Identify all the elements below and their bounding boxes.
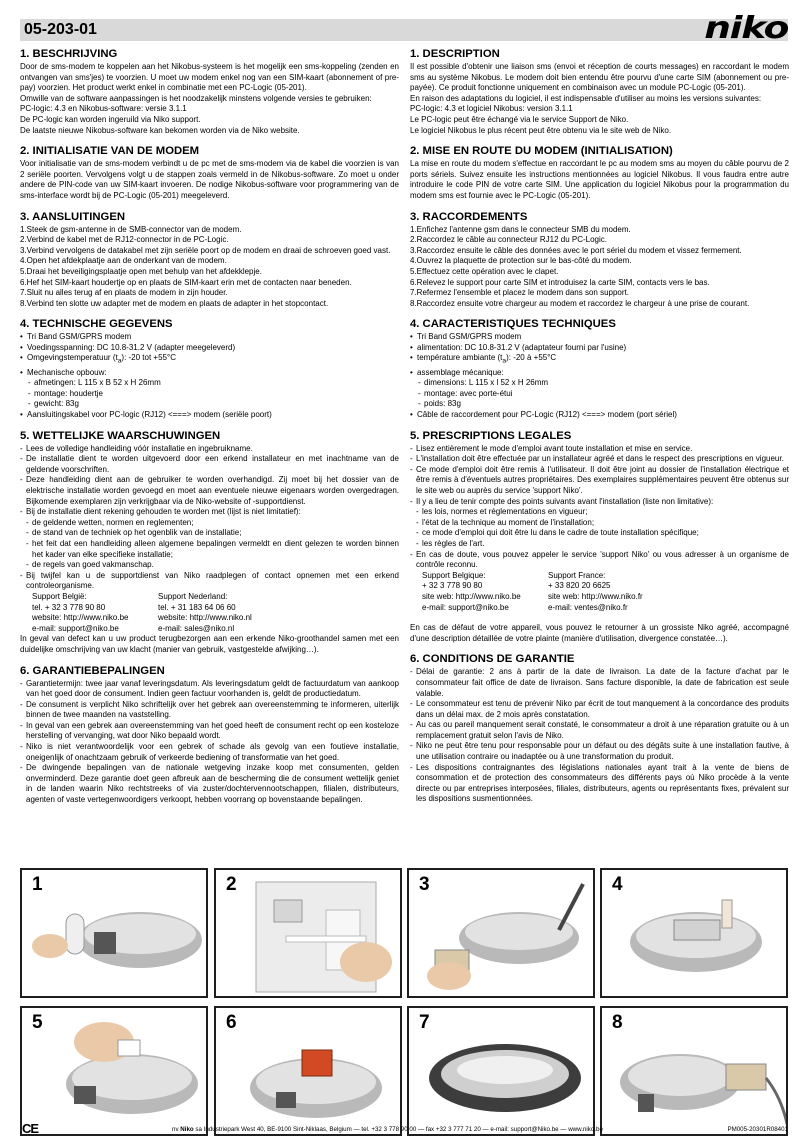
- nl-connections: [20, 211, 399, 310]
- modem-antenna-illustration: [22, 870, 208, 998]
- photo-step-8: 8: [600, 1006, 788, 1136]
- step: 8.Raccordez ensuite votre chargeur au modem et raccordez le chargeur à une prise de courant.: [410, 298, 750, 308]
- section-title: 2. INITIALISATIE VAN DE MODEM: [20, 145, 200, 158]
- step: 4.Ouvrez la plaquette de protection sur le bas-côté du modem.: [410, 256, 632, 266]
- nl-warranty: 6. GARANTIEBEPALINGEN - Garantietermijn: twee jaar vanaf leveringsdatum. Als leveringsdatum geldt de factuurdatum van aankoop van het goed door de consument. Indien geen factuur voorhanden is, geldt de productiedatum. - De consument is verplicht Niko schriftelijk over het gebrek aan overeenstemming te informeren, uiterlijk binnen de twee maanden na vaststelling. - In geval van een gebrek aan overeenstemming van het goed heeft de consument recht op een kosteloze herstelling of vervanging, wat door Niko bepaald wordt. - Niko is niet verantwoordelijk voor een gebrek of schade als gevolg van een foutieve installatie, oneigenlijk of onachtzaam gebruik of verkeerde bediening of transformatie van het goed. - De dwingende bepalingen van de nationale wetgeving inzake koop met consumenten, gelden onverminderd. Deze garantie doet geen afbreuk aan de bescherming die de consument wettelijk geniet in de landen waarin Niko rechtstreeks of via zuster/dochtervennootschappen, filialen, distributeurs, agenten of vaste vertegenwoordigers verkoopt, hebben voorrang op bovenstaande bepalingen.: [20, 665, 399, 806]
- step: 1.Enfichez l'antenne gsm dans le connecteur SMB du modem.: [410, 224, 631, 234]
- step: 6.Relevez le support pour carte SIM et introduisez la carte SIM, contacts vers le bas.: [410, 277, 710, 287]
- holder-illustration: [409, 1008, 595, 1136]
- fr-description: 1. DESCRIPTION Il est possible d'obtenir une liaison sms (envoi et réception de courts messages) en raccordant le modem sms au système Nikobus. Le modem doit bien entendu être pourvu d'une carte SIM (abonnement ou pre-payée). Ce produit fonctionne uniquement en combinaison avec un module PC-Logic (05-201). En raison des adaptations du logiciel, il est indispensable d'utiliser au moins les versions suivantes: PC-logic: 4.3 et logiciel Nikobus: version 3.1.1 Le PC-logic peut être échangé via le service Support de Niko. Le logiciel Nikobus le plus récent peut être obtenu via le site web de Niko.: [410, 48, 789, 135]
- adapter-illustration: [602, 1008, 788, 1136]
- step: 2.Verbind de kabel met de RJ12-connector in de PC-Logic.: [20, 235, 229, 245]
- section-title: 5. PRESCRIPTIONS LEGALES: [410, 429, 572, 442]
- fr-warranty: 6. CONDITIONS DE GARANTIE - Délai de garantie: 2 ans à partir de la date de livraison. La date de la facture d'achat par le consommateur fait office de date de livraison. Sans facture disponible, la date de fabrication est seule valable. - Le consommateur est tenu de prévenir Niko par écrit de tout manquement à la concordance des produits dans un délai max. de 2 mois après constatation. - Au cas ou pareil manquement serait constaté, le consommateur a droit à une réparation gratuite ou à un remplacement gratuit selon l'avis de Niko. - Niko ne peut être tenu pour responsable pour un défaut ou des dégâts suite à une installation fautive, à une utilisation contraire ou inadaptée ou à une transformation du produit. - Les dispositions contraignantes des législations nationales ayant trait à la vente de biens de consommation et de protection des consommateurs des différents pays où Niko procède à la vente directe ou par entreprises interposées, filiales, distributeurs, agents ou représentants fixes, prévalent sur les dispositions susmentionnées.: [410, 653, 789, 805]
- step: 3.Verbind vervolgens de datakabel met zijn seriële poort op de modem en draai de schroeven goed vast.: [20, 245, 391, 255]
- section-title: 5. WETTELIJKE WAARSCHUWINGEN: [20, 429, 221, 442]
- ce-mark: CE: [22, 1121, 39, 1136]
- section-title: 4. CARACTERISTIQUES TECHNIQUES: [410, 318, 616, 331]
- step: 5.Draai het beveiligingsplaatje open met behulp van het afdekklepje.: [20, 266, 262, 276]
- section-title: 1. BESCHRIJVING: [20, 48, 118, 60]
- photo-step-3: 3: [407, 868, 595, 998]
- step: 7.Sluit nu alles terug af en plaats de modem in zijn houder.: [20, 288, 228, 298]
- fr-connections: [410, 211, 789, 310]
- photo-step-1: 1: [20, 868, 208, 998]
- niko-logo: niko: [704, 11, 788, 46]
- section-title: 1. DESCRIPTION: [410, 48, 500, 60]
- step: 1.Steek de gsm-antenne in de SMB-connector van de modem.: [20, 224, 242, 234]
- step: 5.Effectuez cette opération avec le clapet.: [410, 266, 559, 276]
- serial-cable-illustration: [409, 870, 595, 998]
- section-title: 6. CONDITIONS DE GARANTIE: [410, 653, 575, 666]
- dutch-column: [20, 48, 399, 815]
- section-title: 3. RACCORDEMENTS: [410, 210, 528, 223]
- photo-step-4: 4: [600, 868, 788, 998]
- step: 6.Hef het SIM-kaart houdertje op en plaats de SIM-kaart erin met de contacten naar beneden.: [20, 277, 352, 287]
- photo-step-7: 7: [407, 1006, 595, 1136]
- nl-description: 1. BESCHRIJVING Door de sms-modem te koppelen aan het Nikobus-systeem is het mogelijk een sms-koppeling (zenden en ontvangen van sms'jes) te voorzien. U moet uw modem enkel nog van een SIM-kaart (abonnement of pre-pay) voorzien. Het product werkt enkel in combinatie met een PC-Logic (05-201). Omwille van de software aanpassingen is het noodzakelijk minstens volgende versies te gebruiken: PC-logic: 4.3 en Nikobus-software: versie 3.1.1 De PC-logic kan worden ingeruild via Niko support. De laatste nieuwe Nikobus-software kan bekomen worden via de Niko website.: [20, 48, 399, 135]
- nl-initialisation: 2. INITIALISATIE VAN DE MODEM Voor initialisatie van de sms-modem verbindt u de pc met de sms-modem via de kabel die voorzien is van 2 seriële poorten. Vervolgens volgt u de stappen zoals vermeld in de Nikobus-software. Zo moet u onder andere de PIN-code van uw SIM-kaart invoeren. De nodige Nikobus-software voor programmering van de sms-interface wordt bij de PC-Logic (05-201) meegeleverd.: [20, 145, 399, 200]
- section-title: 4. TECHNISCHE GEGEVENS: [20, 318, 173, 331]
- photo-step-5: 5: [20, 1006, 208, 1136]
- step: 8.Verbind ten slotte uw adapter met de modem en plaats de adapter in het stopcontact.: [20, 298, 329, 308]
- pc-logic-illustration: [216, 870, 402, 998]
- step: 2.Raccordez le câble au connecteur RJ12 du PC-Logic.: [410, 235, 607, 245]
- nl-legal-warnings: 5. WETTELIJKE WAARSCHUWINGEN - Lees de volledige handleiding vóór installatie en ingebruikname. - De installatie dient te worden uitgevoerd door een erkend installateur en met inachtname van de geldende voorschriften. - Deze handleiding dient aan de gebruiker te worden overhandigd. Zij moet bij het dossier van de elektrische installatie worden gevoegd en moet aan eventuele nieuwe eigenaars worden overgedragen. Bijkomende exemplaren zijn verkrijgbaar via de Niko-website of -supportdienst. - Bij de installatie dient rekening gehouden te worden met (lijst is niet limitatief): - de geldende wetten, normen en reglementen; - de stand van de techniek op het ogenblik van de installatie; - het feit dat een handleiding alleen algemene bepalingen vermeldt en dient gelezen te worden binnen het kader van elke specifieke installatie; - de regels van goed vakmanschap. - Bij twijfel kan u de supportdienst van Niko raadplegen of contact opnemen met een erkend controleorganisme. Support België: Support Nederland: tel. + 32 3 778 90 80 tel. + 31 183 64 06 60 website: http://www.niko.be website: http://www.niko.nl e-mail: support@niko.be e-mail: sales@niko.nl In geval van defect kan u uw product terugbezorgen aan een erkende Niko-groothandel samen met een duidelijke omschrijving van uw klacht (manier van gebruik, vastgestelde afwijking…).: [20, 430, 399, 656]
- fr-legal-warnings: 5. PRESCRIPTIONS LEGALES - Lisez entièrement le mode d'emploi avant toute installation et mise en service. - L'installation doit être effectuée par un installateur agréé et dans le respect des prescriptions en vigueur. - Ce mode d'emploi doit être remis à l'utilisateur. Il doit être joint au dossier de l'installation électrique et être remis à d'éventuels autres propriétaires. Des exemplaires supplémentaires peuvent être obtenus sur le site web ou auprès du service 'support Niko'. - Il y a lieu de tenir compte des points suivants avant l'installation (liste non limitative): - les lois, normes et réglementations en vigueur; - l'état de la technique au moment de l'installation; - ce mode d'emploi qui doit être lu dans le cadre de toute installation spécifique; - les règles de l'art. - En cas de doute, vous pouvez appeler le service 'support Niko' ou vous adresser à un organisme de contrôle reconnu. Support Belgique: Support France: + 32 3 778 90 80 + 33 820 20 6625 site web: http://www.niko.be site web: http://www.niko.fr e-mail: support@niko.be e-mail: ventes@niko.fr En cas de défaut de votre appareil, vous pouvez le retourner à un grossiste Niko agréé, accompagné d'une description détaillée de votre plainte (manière d'utilisation, divergence constatée…).: [410, 430, 789, 645]
- french-column: [410, 48, 789, 814]
- fr-tech-specs: 4. CARACTERISTIQUES TECHNIQUES • Tri Band GSM/GPRS modem • alimentation: DC 10.8-31.2 V (adaptateur fourni par l'usine) • température ambiante $(t_a)$: -20 à +55°C • assemblage mécanique: - dimensions: L 115 x l 52 x H 26mm - montage: avec porte-étui - poids: 83g • Câble de raccordement pour PC-Logic (RJ12) <===> modem (port sériel): [410, 318, 789, 420]
- sim-card-illustration: [216, 1008, 402, 1136]
- fr-initialisation: 2. MISE EN ROUTE DU MODEM (INITIALISATION) La mise en route du modem s'effectue en raccordant le pc au modem sms au moyen du câble pourvu de 2 ports sériels. Suivez ensuite les instructions mentionnées au logiciel Nikobus. Il vous faudra entre autre introduire le code PIN de votre carte SIM. Une application du logiciel Nikobus pour la programmation du modem sms est fournie avec le PC-Logic (05-201).: [410, 145, 789, 200]
- header-bar: [20, 19, 788, 41]
- step: 7.Refermez l'ensemble et placez le modem dans son support.: [410, 288, 629, 298]
- section-title: 6. GARANTIEBEPALINGEN: [20, 664, 165, 677]
- nl-tech-specs: 4. TECHNISCHE GEGEVENS • Tri Band GSM/GPRS modem • Voedingsspanning: DC 10.8-31.2 V (adapter meegeleverd) • Omgevingstemperatuur $(t_a)$: -20 tot +55°C • Mechanische opbouw: - afmetingen: L 115 x B 52 x H 26mm - montage: houdertje - gewicht: 83g • Aansluitingskabel voor PC-logic (RJ12) <===> modem (seriële poort): [20, 318, 399, 420]
- document-reference: PM005-20301R08401: [727, 1126, 788, 1133]
- photo-step-2: 2: [214, 868, 402, 998]
- step: 3.Raccordez ensuite le câble des données avec le port sériel du modem et vissez fermement.: [410, 245, 742, 255]
- support-contacts: Support Belgique: Support France: + 32 3 778 90 80 + 33 820 20 6625 site web: http://www.niko.be site web: http://www.niko.fr e-mail: support@niko.be e-mail: ventes@niko.fr: [422, 570, 643, 612]
- support-contacts: Support België: Support Nederland: tel. + 32 3 778 90 80 tel. + 31 183 64 06 60 website: http://www.niko.be website: http://www.niko.nl e-mail: support@niko.be e-mail: sales@niko.nl: [32, 591, 252, 633]
- cover-plate-illustration: [602, 870, 788, 998]
- section-title: 2. MISE EN ROUTE DU MODEM (INITIALISATION): [410, 145, 673, 158]
- step: 4.Open het afdekplaatje aan de onderkant van de modem.: [20, 256, 227, 266]
- product-code: 05-203-01: [24, 21, 97, 38]
- section-title: 3. AANSLUITINGEN: [20, 210, 126, 223]
- photo-step-6: 6: [214, 1006, 402, 1136]
- company-address: nv Niko sa Industriepark West 40, BE-9100 Sint-Niklaas, Belgium — tel. +32 3 778 90 00 — fax +32 3 777 71 20 — e-mail: support@Niko.be — www.niko.be: [172, 1126, 603, 1133]
- security-plate-illustration: [22, 1008, 208, 1136]
